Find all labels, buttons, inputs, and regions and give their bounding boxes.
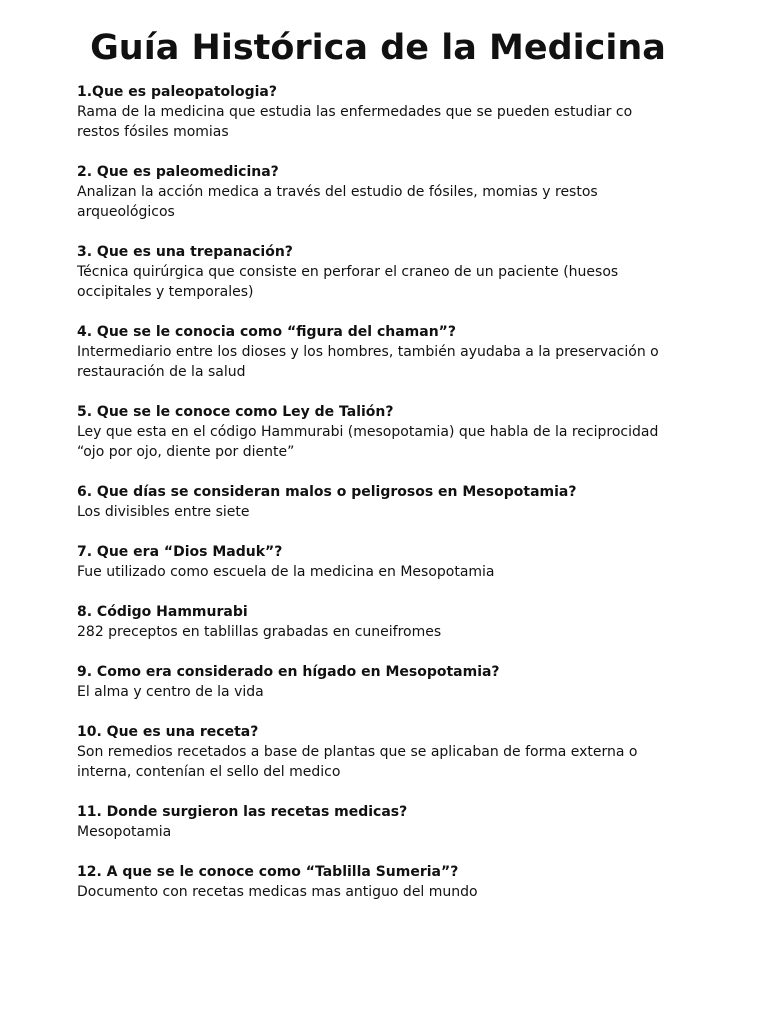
answer-text: Los divisibles entre siete (77, 504, 250, 520)
question-item-11 (77, 802, 697, 842)
question-text: 1.Que es paleopatologia? (77, 84, 277, 100)
answer-text: Rama de la medicina que estudia las enfermedades que se pueden estudiar co restos fósiles momias (77, 104, 633, 140)
answer-text: Son remedios recetados a base de plantas que se aplicaban de forma externa o interna, contenían el sello del medico (77, 744, 638, 780)
answer-text: Analizan la acción medica a través del estudio de fósiles, momias y restos arqueológicos (77, 184, 598, 220)
question-text: 5. Que se le conoce como Ley de Talión? (77, 404, 394, 420)
question-item-10 (77, 722, 697, 782)
question-text: 10. Que es una receta? (77, 724, 259, 740)
question-text: 6. Que días se consideran malos o peligrosos en Mesopotamia? (77, 484, 577, 500)
question-item-8 (77, 602, 697, 642)
question-item-6 (77, 482, 697, 522)
question-item-1 (77, 82, 697, 142)
question-item-9 (77, 662, 697, 702)
answer-text: Ley que esta en el código Hammurabi (mesopotamia) que habla de la reciprocidad “ojo por ojo, diente por diente” (77, 424, 659, 460)
question-text: 12. A que se le conoce como “Tablilla Sumeria”? (77, 864, 459, 880)
answer-text: Técnica quirúrgica que consiste en perforar el craneo de un paciente (huesos occipitales y temporales) (77, 264, 619, 300)
question-list (77, 82, 697, 922)
question-text: 4. Que se le conocia como “figura del chaman”? (77, 324, 456, 340)
answer-text: Fue utilizado como escuela de la medicina en Mesopotamia (77, 564, 495, 580)
answer-text: Intermediario entre los dioses y los hombres, también ayudaba a la preservación o restauración de la salud (77, 344, 659, 380)
answer-text: Mesopotamia (77, 824, 172, 840)
question-item-7 (77, 542, 697, 582)
question-item-12 (77, 862, 697, 902)
question-text: 8. Código Hammurabi (77, 604, 248, 620)
answer-text: 282 preceptos en tablillas grabadas en cuneifromes (77, 624, 442, 640)
question-text: 3. Que es una trepanación? (77, 244, 293, 260)
question-text: 2. Que es paleomedicina? (77, 164, 279, 180)
question-item-2 (77, 162, 697, 222)
answer-text: Documento con recetas medicas mas antiguo del mundo (77, 884, 478, 900)
question-text: 7. Que era “Dios Maduk”? (77, 544, 283, 560)
question-item-4 (77, 322, 697, 382)
answer-text: El alma y centro de la vida (77, 684, 264, 700)
document-title: Guía Histórica de la Medicina (90, 28, 666, 68)
question-item-5 (77, 402, 697, 462)
question-text: 9. Como era considerado en hígado en Mesopotamia? (77, 664, 500, 680)
question-item-3 (77, 242, 697, 302)
question-text: 11. Donde surgieron las recetas medicas? (77, 804, 408, 820)
